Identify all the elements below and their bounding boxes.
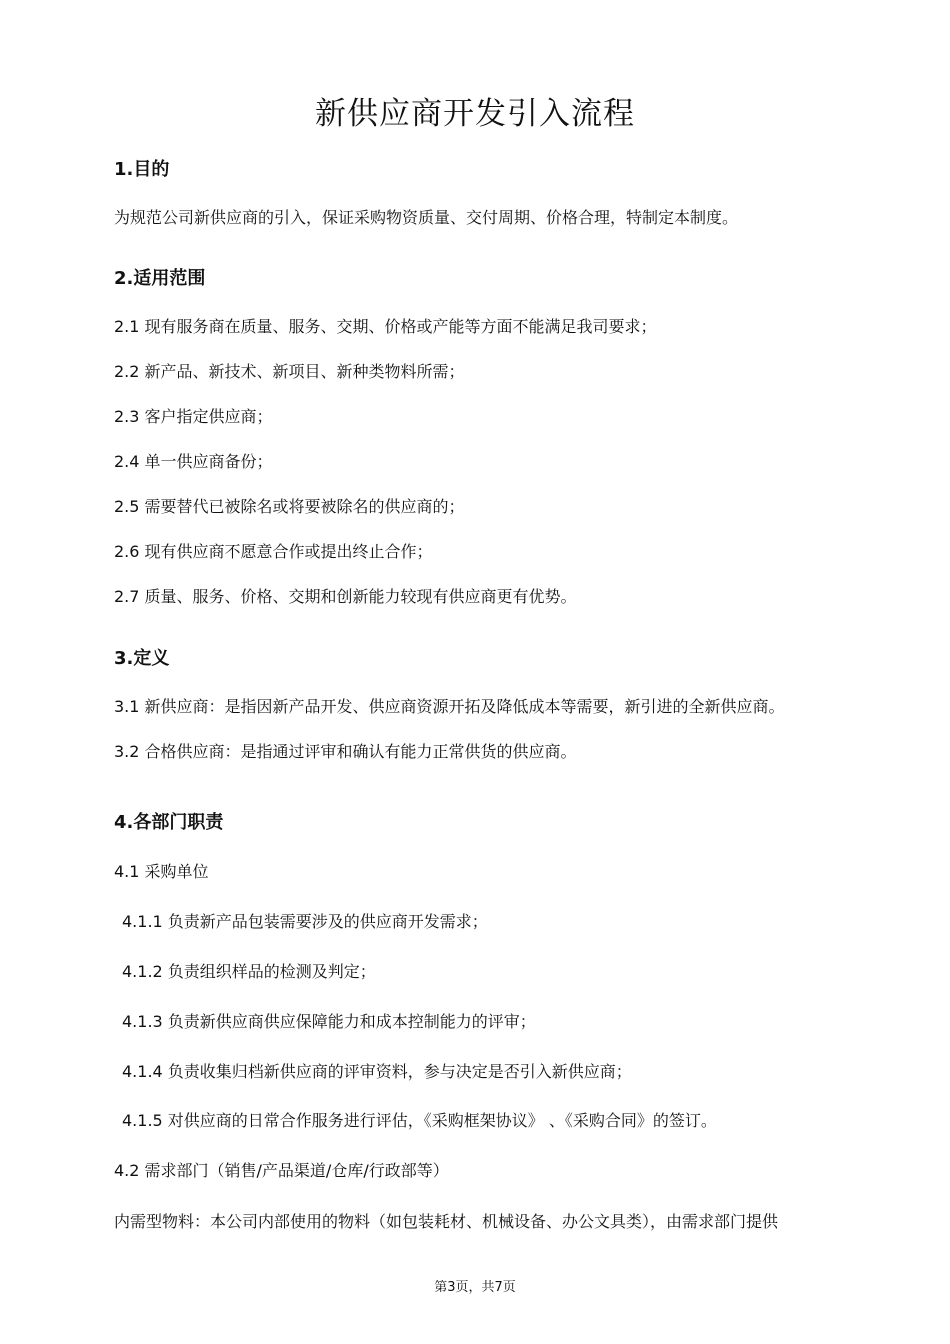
list-item: 2.2 新产品、新技术、新项目、新种类物料所需；	[114, 362, 465, 381]
section-1-heading: 1.目的	[114, 159, 170, 180]
list-item: 3.1 新供应商：是指因新产品开发、供应商资源开拓及降低成本等需要，新引进的全新供应商。	[114, 697, 785, 716]
subsection-4-2-heading: 4.2 需求部门（销售/产品渠道/仓库/行政部等）	[114, 1161, 449, 1180]
list-item: 2.7 质量、服务、价格、交期和创新能力较现有供应商更有优势。	[114, 587, 577, 606]
list-item: 4.1.4 负责收集归档新供应商的评审资料，参与决定是否引入新供应商；	[122, 1062, 632, 1081]
list-item: 4.1.2 负责组织样品的检测及判定；	[122, 962, 376, 981]
list-item: 2.1 现有服务商在质量、服务、交期、价格或产能等方面不能满足我司要求；	[114, 317, 657, 336]
section-4-heading: 4.各部门职责	[114, 812, 224, 833]
list-item: 2.6 现有供应商不愿意合作或提出终止合作；	[114, 542, 433, 561]
list-item: 4.1.1 负责新产品包装需要涉及的供应商开发需求；	[122, 912, 488, 931]
section-1-text: 为规范公司新供应商的引入，保证采购物资质量、交付周期、价格合理，特制定本制度。	[114, 208, 739, 227]
list-item: 4.1.5 对供应商的日常合作服务进行评估，《采购框架协议》 、《采购合同》的签订。	[122, 1111, 717, 1130]
list-item: 4.1.3 负责新供应商供应保障能力和成本控制能力的评审；	[122, 1012, 536, 1031]
subsection-4-2-text: 内需型物料：本公司内部使用的物料（如包装耗材、机械设备、办公文具类），由需求部门提供	[114, 1212, 779, 1231]
list-item: 2.3 客户指定供应商；	[114, 407, 273, 426]
subsection-4-1-heading: 4.1 采购单位	[114, 862, 209, 881]
section-3-heading: 3.定义	[114, 648, 170, 669]
list-item: 2.4 单一供应商备份；	[114, 452, 273, 471]
document-title: 新供应商开发引入流程	[315, 96, 635, 132]
list-item: 3.2 合格供应商：是指通过评审和确认有能力正常供货的供应商。	[114, 742, 577, 761]
section-2-heading: 2.适用范围	[114, 268, 206, 289]
page-number-footer: 第3页，共7页	[434, 1280, 516, 1295]
list-item: 2.5 需要替代已被除名或将要被除名的供应商的；	[114, 497, 465, 516]
